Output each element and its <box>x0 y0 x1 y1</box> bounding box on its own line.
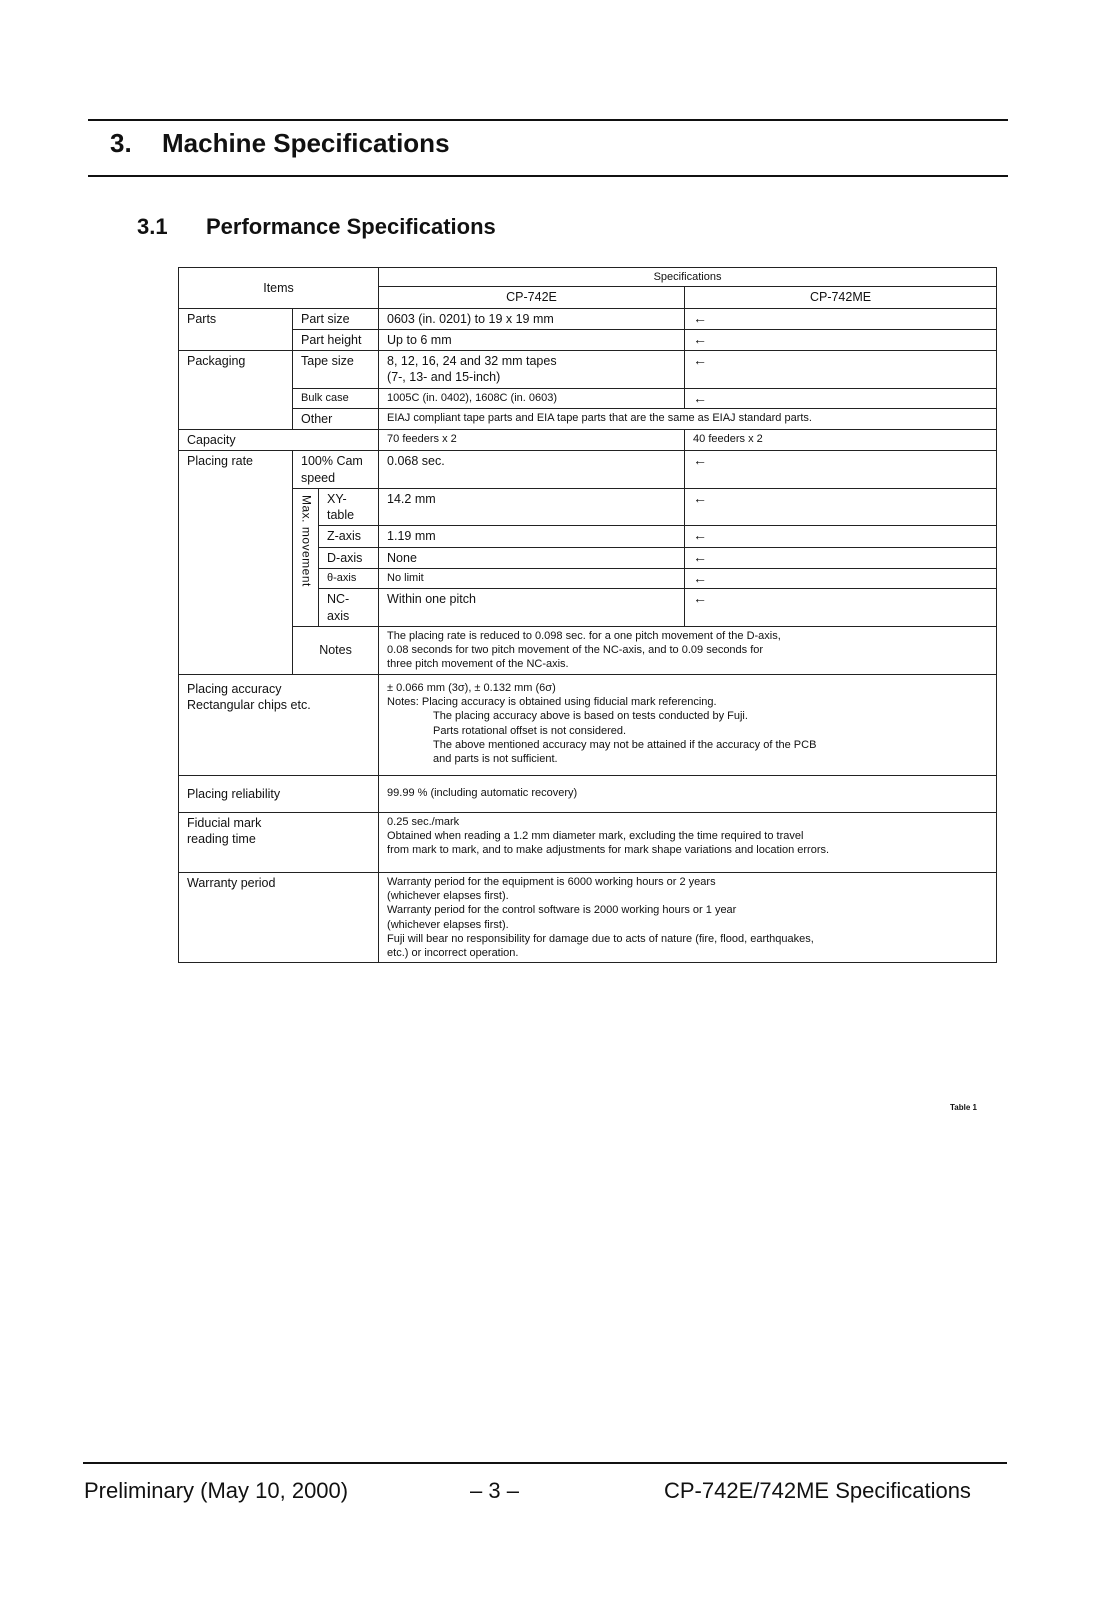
cell-value <box>379 351 685 389</box>
cell-line: 0.25 sec./mark <box>387 815 460 828</box>
section-title: Machine Specifications <box>162 128 450 158</box>
row-sublabel: Tape size <box>293 351 379 389</box>
cell-line: reading time <box>187 832 256 846</box>
row-label-fiducial <box>179 812 379 872</box>
footer-document-title: CP-742E/742ME Specifications <box>664 1478 971 1503</box>
row-label-capacity: Capacity <box>179 430 379 451</box>
row-sublabel: Z-axis <box>319 526 379 547</box>
row-label-placing-reliability: Placing reliability <box>179 775 379 812</box>
cell-line: Rectangular chips etc. <box>187 697 311 712</box>
cell-value: Within one pitch <box>379 589 685 627</box>
cell-line: 8, 12, 16, 24 and 32 mm tapes <box>387 354 557 369</box>
same-as-left-marker: ← <box>685 589 997 627</box>
row-sublabel: Notes <box>293 626 379 674</box>
cell-value <box>379 812 997 872</box>
cell-value: None <box>379 547 685 568</box>
cell-value: 70 feeders x 2 <box>379 430 685 451</box>
cell-line: (whichever elapses first). <box>387 918 509 931</box>
cell-line: speed <box>301 470 336 485</box>
cell-line: 0.08 seconds for two pitch movement of the NC-axis, and to 0.09 seconds for <box>387 644 764 657</box>
cell-line: Warranty period for the equipment is 6000 working hours or 2 years <box>387 875 716 888</box>
title-divider <box>88 175 1008 177</box>
cell-line: The above mentioned accuracy may not be attained if the accuracy of the PCB <box>433 738 817 751</box>
cell-line: and parts is not sufficient. <box>433 753 558 766</box>
cell-value <box>379 626 997 674</box>
cell-value <box>379 674 997 775</box>
same-as-left-marker: ← <box>685 488 997 526</box>
row-sublabel: Other <box>293 408 379 429</box>
table-caption: Table 1 <box>950 1103 977 1112</box>
cell-value: EIAJ compliant tape parts and EIA tape parts that are the same as EIAJ standard parts. <box>379 408 997 429</box>
same-as-left-marker: ← <box>685 451 997 489</box>
cell-value: 14.2 mm <box>379 488 685 526</box>
cell-line: three pitch movement of the NC-axis. <box>387 658 569 671</box>
cell-value: 1005C (in. 0402), 1608C (in. 0603) <box>379 388 685 408</box>
table-row <box>179 408 997 429</box>
table-row <box>179 775 997 812</box>
table-row <box>179 351 997 389</box>
row-sublabel: Part height <box>293 329 379 350</box>
cell-line: (7-, 13- and 15-inch) <box>387 370 501 385</box>
same-as-left-marker: ← <box>685 526 997 547</box>
subsection-title: Performance Specifications <box>206 214 496 239</box>
table-row <box>179 308 997 329</box>
cell-line: Fuji will bear no responsibility for damage due to acts of nature (fire, flood, earthquakes, <box>387 932 814 945</box>
same-as-left-marker: ← <box>685 388 997 408</box>
same-as-left-marker: ← <box>685 568 997 588</box>
performance-spec-table <box>178 267 997 963</box>
row-sublabel: NC-axis <box>319 589 379 627</box>
cell-value: 1.19 mm <box>379 526 685 547</box>
cell-value: 40 feeders x 2 <box>685 430 997 451</box>
header-model-a: CP-742E <box>379 287 685 308</box>
cell-value: 99.99 % (including automatic recovery) <box>379 775 997 812</box>
row-label-parts: Parts <box>179 308 293 351</box>
table-row <box>179 812 997 872</box>
cell-value: 0.068 sec. <box>379 451 685 489</box>
footer-divider <box>83 1462 1007 1464</box>
same-as-left-marker: ← <box>685 308 997 329</box>
subsection-heading <box>137 214 496 240</box>
footer-page-number: – 3 – <box>470 1478 519 1503</box>
cell-line: The placing rate is reduced to 0.098 sec. for a one pitch movement of the D-axis, <box>387 629 781 642</box>
row-label-warranty: Warranty period <box>179 872 379 963</box>
cell-line: 100% Cam <box>301 454 363 469</box>
cell-value: No limit <box>379 568 685 588</box>
section-heading <box>110 128 450 159</box>
cell-value <box>379 872 997 963</box>
cell-line: The placing accuracy above is based on tests conducted by Fuji. <box>433 710 748 723</box>
cell-line: Notes: Placing accuracy is obtained using fiducial mark referencing. <box>387 696 717 709</box>
cell-line: etc.) or incorrect operation. <box>387 947 519 960</box>
top-divider <box>88 119 1008 121</box>
footer-date: Preliminary (May 10, 2000) <box>84 1478 349 1503</box>
table-row <box>179 626 997 674</box>
cell-line: Obtained when reading a 1.2 mm diameter mark, excluding the time required to travel <box>387 830 804 843</box>
row-sublabel <box>293 451 379 489</box>
row-label-packaging: Packaging <box>179 351 293 430</box>
same-as-left-marker: ← <box>685 547 997 568</box>
cell-value: Up to 6 mm <box>379 329 685 350</box>
table-row <box>179 674 997 775</box>
header-items: Items <box>179 268 379 309</box>
same-as-left-marker: ← <box>685 329 997 350</box>
table-row <box>179 329 997 350</box>
section-number: 3. <box>110 128 132 158</box>
table-row <box>179 430 997 451</box>
row-label-placing-rate: Placing rate <box>179 451 293 674</box>
cell-value: 0603 (in. 0201) to 19 x 19 mm <box>379 308 685 329</box>
cell-line: Warranty period for the control software is 2000 working hours or 1 year <box>387 904 737 917</box>
same-as-left-marker: ← <box>685 351 997 389</box>
cell-line: from mark to mark, and to make adjustments for mark shape variations and location errors. <box>387 844 830 857</box>
table-header-row <box>179 268 997 287</box>
max-movement-text: Max. movement <box>299 494 314 587</box>
subsection-number: 3.1 <box>137 214 168 239</box>
row-sublabel: D-axis <box>319 547 379 568</box>
header-model-b: CP-742ME <box>685 287 997 308</box>
table-row <box>179 388 997 408</box>
row-sublabel: Bulk case <box>293 388 379 408</box>
cell-line: ± 0.066 mm (3σ), ± 0.132 mm (6σ) <box>387 681 556 694</box>
row-sublabel: Part size <box>293 308 379 329</box>
table-row <box>179 488 997 526</box>
table-row <box>179 451 997 489</box>
header-specifications: Specifications <box>379 268 997 287</box>
cell-line: Fiducial mark <box>187 815 262 830</box>
cell-line: Parts rotational offset is not considered. <box>433 724 627 737</box>
row-sublabel: θ-axis <box>319 568 379 588</box>
table-row <box>179 872 997 963</box>
max-movement-label <box>293 488 319 626</box>
row-label-placing-accuracy <box>179 674 379 775</box>
cell-line: Placing accuracy <box>187 681 282 696</box>
cell-line: (whichever elapses first). <box>387 889 509 902</box>
row-sublabel: XY-table <box>319 488 379 526</box>
